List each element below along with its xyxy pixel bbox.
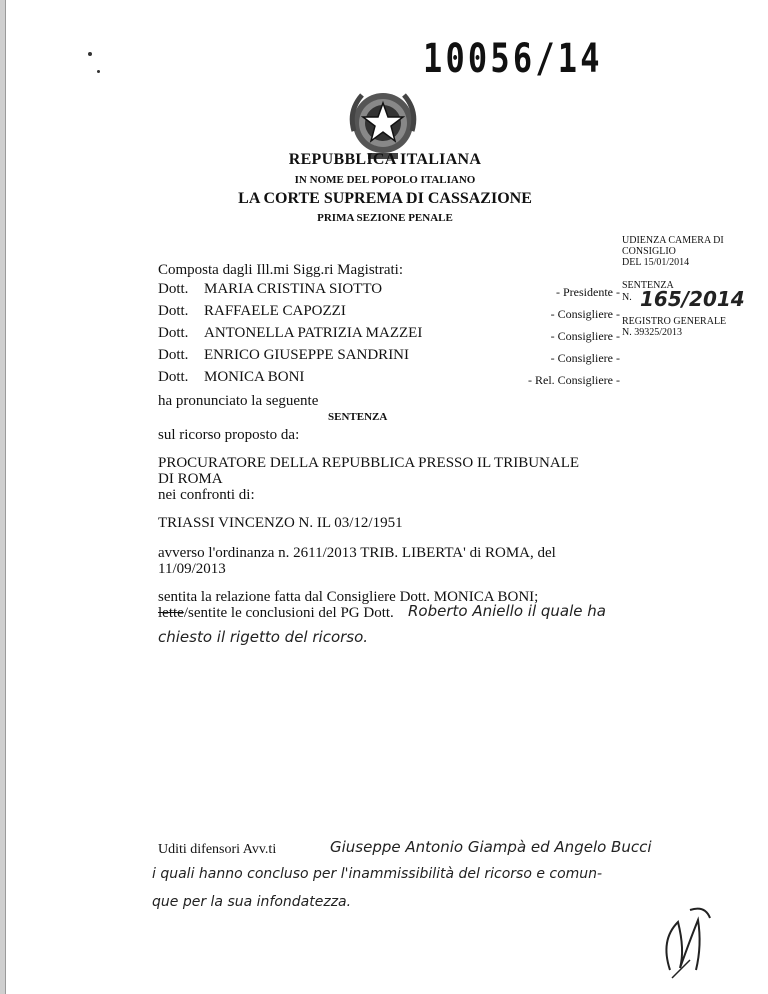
judge-row xyxy=(158,347,409,364)
judge-title: Dott. xyxy=(158,303,189,319)
panel-intro: Composta dagli Ill.mi Sigg.ri Magistrati: xyxy=(158,262,403,278)
defense-handwritten-line-2: i quali hanno concluso per l'inammissibilità del ricorso e comun- xyxy=(152,866,603,882)
imputato-line: TRIASSI VINCENZO N. IL 03/12/1951 xyxy=(158,515,403,531)
judge-name: ANTONELLA PATRIZIA MAZZEI xyxy=(204,325,423,341)
document-number: 10056/14 xyxy=(423,36,603,82)
judge-name: ENRICO GIUSEPPE SANDRINI xyxy=(204,347,410,363)
section-heading: PRIMA SEZIONE PENALE xyxy=(317,212,453,224)
judge-row xyxy=(158,325,422,342)
judge-row xyxy=(158,369,304,386)
scan-speck xyxy=(97,70,100,73)
judge-title: Dott. xyxy=(158,347,189,363)
ricorrente-line-1: PROCURATORE DELLA REPUBBLICA PRESSO IL TRIBUNALE xyxy=(158,455,580,471)
ricorso-line: sul ricorso proposto da: xyxy=(158,427,300,443)
judge-row xyxy=(158,281,382,298)
people-heading: IN NOME DEL POPOLO ITALIANO xyxy=(294,174,476,186)
registro-number: N. 39325/2013 xyxy=(622,327,682,338)
avverso-line-2: 11/09/2013 xyxy=(158,561,226,577)
judge-role: - Rel. Consigliere - xyxy=(528,373,620,387)
uditi-label: Uditi difensori Avv.ti xyxy=(158,842,277,857)
udienza-line-3: DEL 15/01/2014 xyxy=(622,257,690,268)
udienza-line-2: CONSIGLIO xyxy=(622,246,676,257)
court-heading: LA CORTE SUPREMA DI CASSAZIONE xyxy=(238,190,532,207)
defense-handwritten-line-3: que per la sua infondatezza. xyxy=(152,894,352,910)
judge-role: - Presidente - xyxy=(556,285,620,299)
scan-edge-line xyxy=(5,0,6,994)
scan-speck xyxy=(88,52,92,56)
republic-heading: REPUBBLICA ITALIANA xyxy=(288,151,482,168)
ricorrente-line-2: DI ROMA xyxy=(158,471,223,487)
defense-handwritten-line-1: Giuseppe Antonio Giampà ed Angelo Bucci xyxy=(330,838,652,856)
pg-handwritten-line-2: chiesto il rigetto del ricorso. xyxy=(158,628,369,646)
judge-title: Dott. xyxy=(158,325,189,341)
judge-role: - Consigliere - xyxy=(550,329,620,343)
avverso-line-1: avverso l'ordinanza n. 2611/2013 TRIB. LIBERTA' di ROMA, del xyxy=(158,545,556,561)
lette-struck-word: lette xyxy=(158,605,184,621)
relazione-line: sentita la relazione fatta dal Consigliere Dott. MONICA BONI; xyxy=(158,589,539,605)
judge-role: - Consigliere - xyxy=(550,307,620,321)
judge-role: - Consigliere - xyxy=(550,351,620,365)
sentenza-n-label: N. xyxy=(622,292,632,303)
sentite-text: /sentite le conclusioni del PG Dott. xyxy=(183,605,394,621)
judge-row xyxy=(158,303,346,320)
sentenza-heading: SENTENZA xyxy=(328,411,388,423)
udienza-line-1: UDIENZA CAMERA DI xyxy=(622,235,724,246)
judge-name: MARIA CRISTINA SIOTTO xyxy=(204,281,383,297)
sentenza-label: SENTENZA xyxy=(622,280,674,291)
pronunciato-line: ha pronunciato la seguente xyxy=(158,393,319,409)
confronti-line: nei confronti di: xyxy=(158,487,255,503)
judge-name: MONICA BONI xyxy=(204,369,305,385)
pg-handwritten-line-1: Roberto Aniello il quale ha xyxy=(408,602,606,620)
sentenza-number-handwritten: 165/2014 xyxy=(640,287,745,311)
signature-icon xyxy=(650,900,720,980)
judge-title: Dott. xyxy=(158,281,189,297)
registro-label: REGISTRO GENERALE xyxy=(622,316,727,327)
conclusioni-line xyxy=(158,605,394,622)
judge-title: Dott. xyxy=(158,369,189,385)
judge-name: RAFFAELE CAPOZZI xyxy=(204,303,346,319)
